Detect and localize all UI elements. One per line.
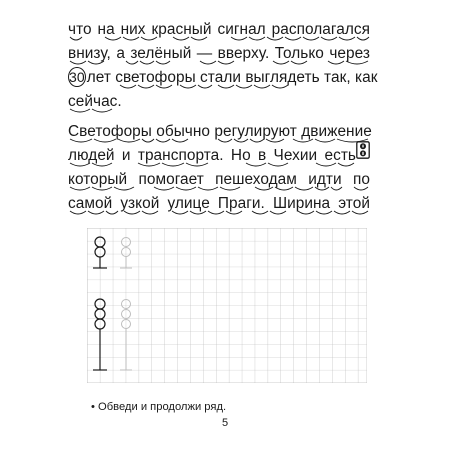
grid-cells — [87, 228, 367, 383]
reading-line-7-text: который помогает пешеходам идти по — [68, 171, 370, 188]
reading-line-6 — [68, 144, 370, 168]
reading-line-8 — [68, 192, 370, 216]
reading-line-1 — [68, 18, 370, 42]
exercise-caption-text: Обведи и продолжи ряд. — [98, 401, 227, 413]
reading-line-6-text: людей и транспорта. Но в Чехии есть — [68, 147, 356, 164]
reading-line-4-text: сейчас. — [68, 93, 122, 110]
reading-line-5-text: Светофоры обычно регулируют движение — [68, 123, 372, 140]
reading-line-2 — [68, 42, 370, 66]
reading-line-4 — [68, 90, 370, 114]
bullet-icon: • — [91, 401, 95, 413]
reading-line-7 — [68, 168, 370, 192]
reading-passage — [68, 18, 378, 216]
syllable-arcs — [68, 209, 370, 218]
reading-line-8-text: самой узкой улице Праги. Ширина этой — [68, 195, 370, 212]
reading-line-1-text: что на них красный сигнал располагался — [68, 21, 370, 38]
page-number: 5 — [221, 417, 229, 429]
exercise-instruction — [91, 400, 226, 414]
reading-line-3 — [68, 66, 378, 90]
handwriting-grid[interactable] — [87, 228, 367, 383]
number-badge: 30 — [69, 69, 85, 85]
syllable-arcs — [68, 107, 370, 116]
reading-line-2-text: внизу, а зелёный — вверху. Только через — [68, 45, 370, 62]
reading-line-3-text: лет светофоры стали выглядеть так, как — [86, 69, 378, 86]
reading-line-5 — [68, 120, 370, 144]
grid-svg — [87, 228, 367, 383]
